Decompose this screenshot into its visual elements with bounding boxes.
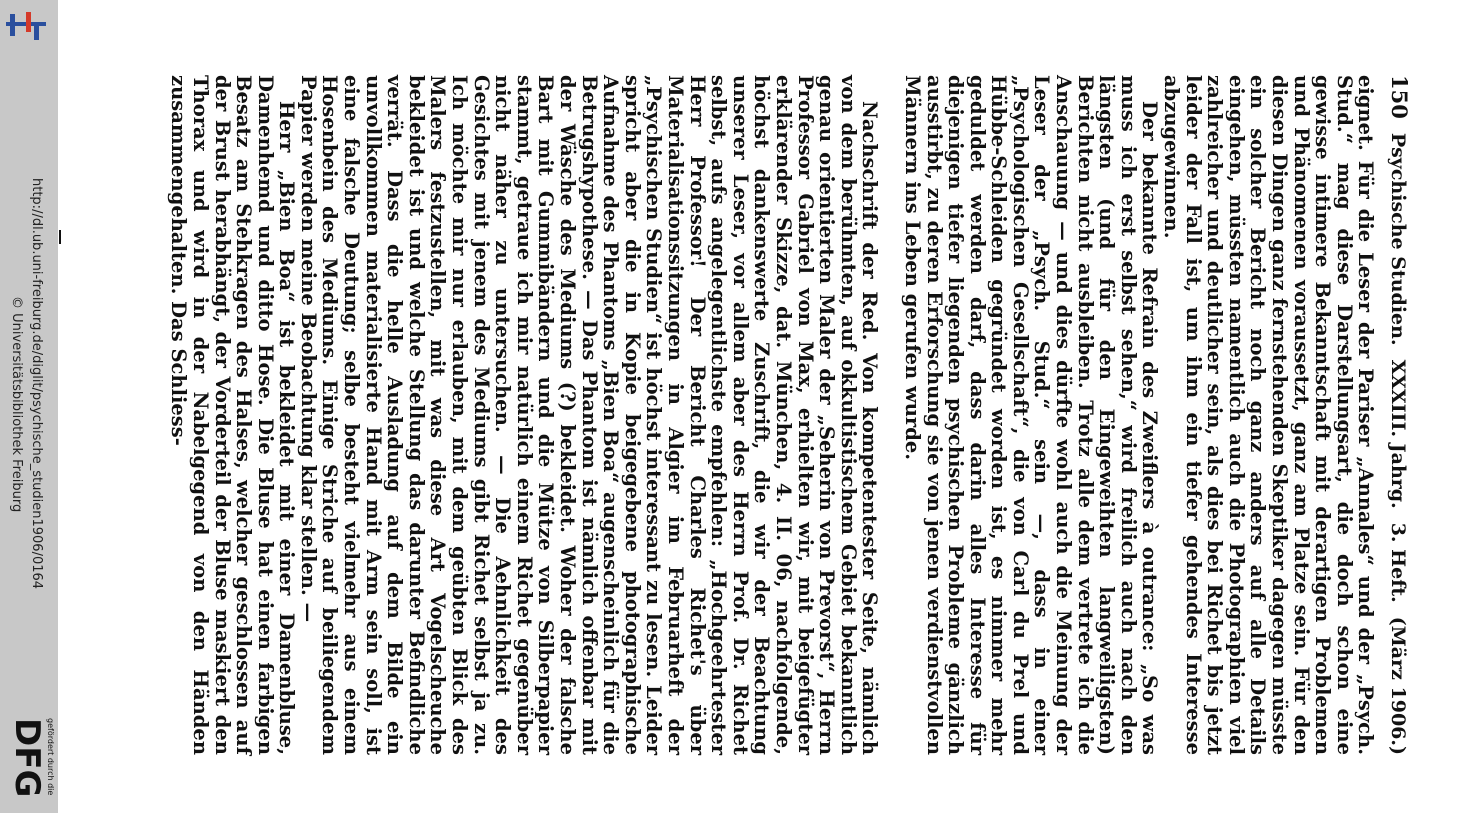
paragraph-2: Der bekannte Refrain des Zweiflers à outrance: „So was muss ich erst selbst sehen,“ wird freilich auch nach den längsten (und für den Eingeweihten langweiligsten) Berichten nicht ausbleiben. Trotz alle dem vertrete ich die Anschauung — und dies dürfte wohl auch die Meinung der Leser der „Psych. Stud.“ sein —, dass in einer „Psychologischen Gesellschaft“, die von Carl du Prel und Hübbe-Schleiden gegründet worden ist, es nimmer mehr geduldet werden darf, dass darin alles Interesse für diejenigen tiefer liegenden psychischen Probleme gänzlich ausstirbt, zu deren Erforschung sie von jenen verdienstvollen Männern ins Leben gerufen wurde. <box>900 75 1162 755</box>
viewer-sidebar <box>0 0 58 813</box>
copyright-notice: © Universitätsbibliothek Freiburg <box>9 296 24 513</box>
running-head <box>1386 75 1410 755</box>
document-url[interactable]: http://dl.ub.uni-freiburg.de/diglit/psychische_studien1906/0164 <box>29 178 44 590</box>
dfg-logo-icon <box>4 716 54 808</box>
paragraph-4: Herr „Bien Boa“ ist bekleidet mit einer Damenbluse, Damenhemd und ditto Hose. Die Bluse hat einen farbigen Besatz am Stehkragen des Halses, welcher geschlossen auf der Brust herabhängt, der Vorderteil der Bluse maskiert den Thorax und wird in der Nabelgegend von den Händen zusammengehalten. Das Schliess- <box>167 75 299 755</box>
dfg-logo-text: DFG <box>7 718 47 798</box>
scanned-page-view <box>167 75 1412 755</box>
paragraph-1: eignet. Für die Leser der Pariser „Annales“ und der „Psych. Stud.“ mag diese Darstellungsart, die doch schon eine gewisse intimere Bekanntschaft mit derartigen Problemen und Phänomenen voraussetzt, ganz am Platze sein. Für den diesen Dingen ganz fernstehenden Skeptiker dagegen müsste ein solcher Bericht noch ganz anders auf alle Details eingehen, müssten namentlich auch die Photographien viel zahlreicher und deutlicher sein, als dies bei Richet bis jetzt leider der Fall ist, um ihm ein tiefer gehendes Interesse abzugewinnen. <box>1160 75 1378 755</box>
scanned-page <box>167 75 1412 755</box>
issue-label: 3. Heft. <box>1387 522 1409 603</box>
dfg-caption: gefördert durch die <box>46 718 55 796</box>
ub-freiburg-logo-icon <box>4 8 50 48</box>
paragraph-3-editor-note: Nachschrift der Red. Von kompetentester Seite, nämlich von dem berühmten, auf okkultistischem Gebiet bekanntlich genau orientierten Maler der „Seherin von Prevorst“, Herrn Professor Gabriel von Max, erhielten wir, mit beigefügter erklärender Skizze, dat. München, 4. II. 06, nachfolgende, höchst dankenswerte Zuschrift, die wir der Beachtung unserer Leser, vor allem aber des Herrn Prof. Dr. Richet selbst, aufs angelegentlichste empfehlen: „Hochgeehrtester Herr Professor! Der Bericht Charles Richet's über Materialisationssitzungen in Algier im Februarheft der „Psychischen Studien“ ist höchst interessant zu lesen. Leider spricht aber die in Kopie beigegebene photographische Aufnahme des Phantoms „Bien Boa“ augenscheinlich für die Betrugshypothese. — Das Phantom ist nämlich offenbar mit der Wäsche des Mediums (?) bekleidet. Woher der falsche Bart mit Gummibändern und die Mütze von Silberpapier stammt, getraue ich mir natürlich einem Richet gegenüber nicht näher zu untersuchen. — Die Aehnlichkeit des Gesichtes mit jenem des Mediums gibt Richet selbst ja zu. Ich möchte mir nur erlauben, mit dem geübten Blick des Malers festzustellen, mit was diese Art Vogelscheuche bekleidet ist und welche Stellung das darunter Befindliche verrät. Dass die helle Ausladung auf dem Bilde ein unvollkommen materialisierte Hand mit Arm sein soll, ist eine falsche Deutung; selbe besteht vielmehr aus einem Hosenbein des Mediums. Einige Striche auf beiliegendem Papier werden meine Beobachtung klar stellen. — <box>296 75 882 755</box>
page-marker <box>59 230 61 244</box>
journal-title: Psychische Studien. <box>1387 132 1409 346</box>
page-number: 150 <box>1387 75 1412 119</box>
issue-date: (März 1906.) <box>1387 616 1409 755</box>
volume-label: XXXIII. Jahrg. <box>1387 359 1409 509</box>
